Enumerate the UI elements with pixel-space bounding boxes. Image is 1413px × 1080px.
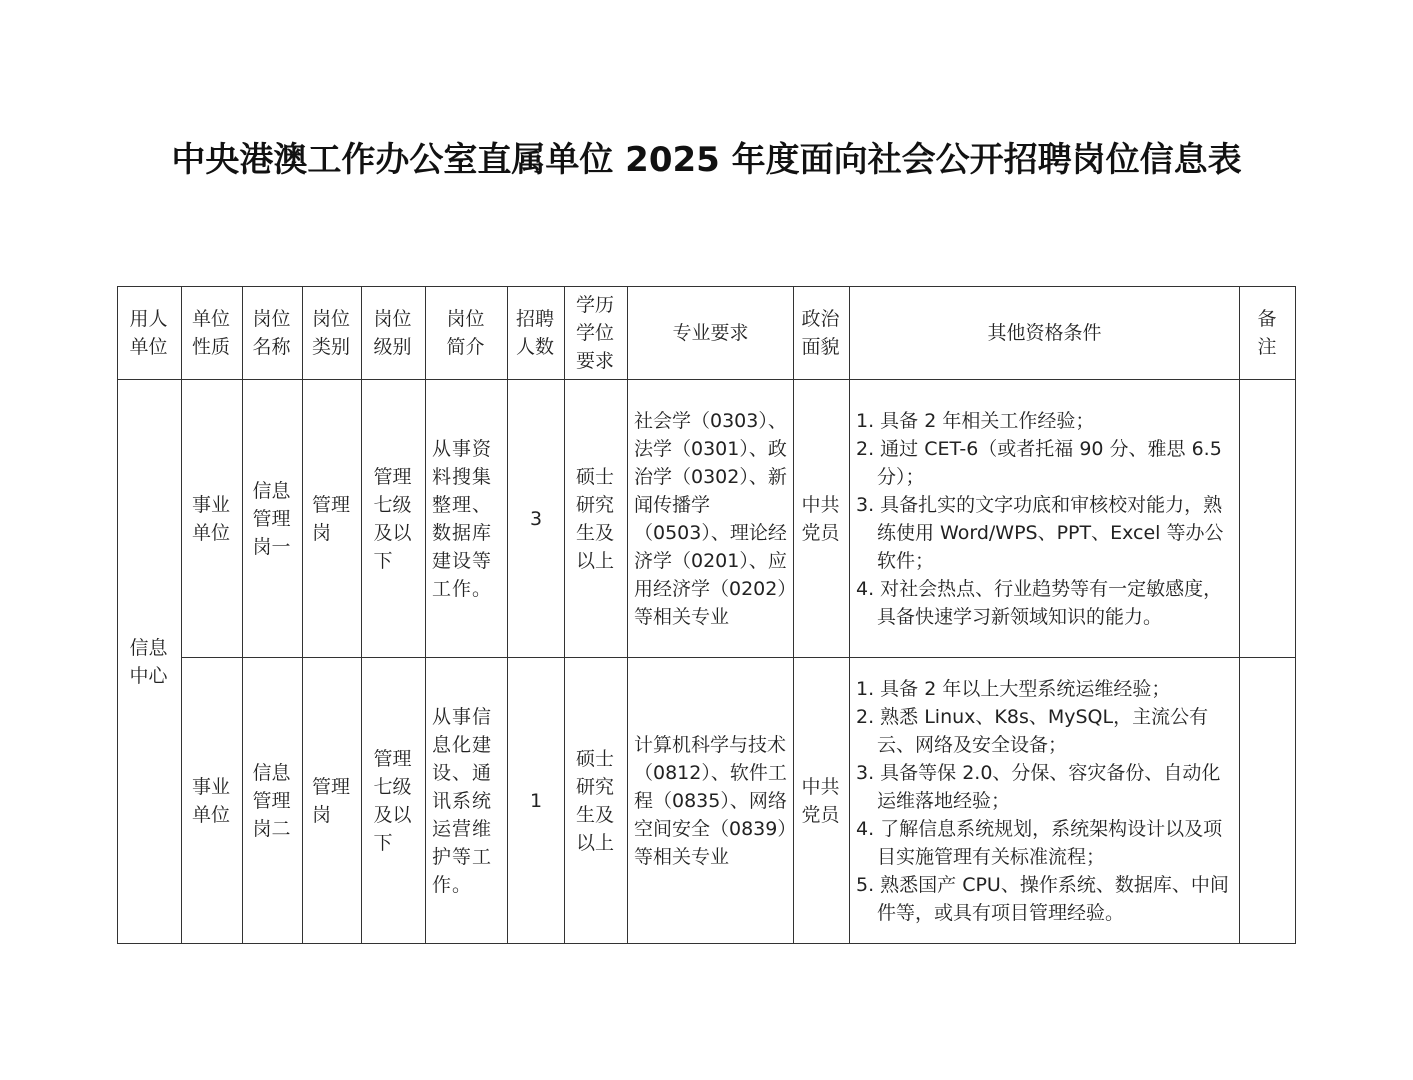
count-cell: 3 [508, 380, 565, 658]
intro-cell: 从事资料搜集整理、数据库建设等工作。 [426, 380, 508, 658]
header-cell: 岗位名称 [243, 287, 303, 380]
remark-cell [1240, 658, 1296, 944]
post-name-cell: 信息管理岗一 [243, 380, 303, 658]
post-name-cell: 信息管理岗二 [243, 658, 303, 944]
level-cell: 管理七级及以下 [362, 380, 426, 658]
requirements-cell [850, 658, 1240, 944]
header-cell: 岗位类别 [303, 287, 362, 380]
requirement-item: 1. 具备 2 年以上大型系统运维经验； [856, 677, 1171, 700]
header-cell: 政治面貌 [794, 287, 850, 380]
header-cell: 其他资格条件 [850, 287, 1240, 380]
header-cell: 用人单位 [118, 287, 182, 380]
nature-cell: 事业单位 [182, 658, 243, 944]
table-row [118, 658, 1296, 944]
major-cell: 社会学（0303）、法学（0301）、政治学（0302）、新闻传播学（0503）、理论经济学（0201）、应用经济学（0202）等相关专业 [628, 380, 794, 658]
requirement-item: 5. 熟悉国产 CPU、操作系统、数据库、中间件等，或具有项目管理经验。 [856, 873, 1229, 924]
recruitment-table [117, 286, 1296, 944]
political-cell: 中共党员 [794, 380, 850, 658]
level-cell: 管理七级及以下 [362, 658, 426, 944]
requirement-item: 2. 熟悉 Linux、K8s、MySQL，主流公有云、网络及安全设备； [856, 705, 1209, 756]
political-cell: 中共党员 [794, 658, 850, 944]
requirement-item: 2. 通过 CET-6（或者托福 90 分、雅思 6.5 分）； [856, 437, 1222, 488]
count-cell: 1 [508, 658, 565, 944]
major-cell: 计算机科学与技术（0812）、软件工程（0835）、网络空间安全（0839）等相关专业 [628, 658, 794, 944]
header-cell: 备注 [1240, 287, 1296, 380]
education-cell: 硕士研究生及以上 [565, 380, 628, 658]
table-row [118, 380, 1296, 658]
category-cell: 管理岗 [303, 380, 362, 658]
remark-cell [1240, 380, 1296, 658]
category-cell: 管理岗 [303, 658, 362, 944]
intro-cell: 从事信息化建设、通讯系统运营维护等工作。 [426, 658, 508, 944]
header-cell: 招聘人数 [508, 287, 565, 380]
employer-cell: 信息中心 [118, 380, 182, 944]
requirement-item: 4. 了解信息系统规划，系统架构设计以及项目实施管理有关标准流程； [856, 817, 1223, 868]
education-cell: 硕士研究生及以上 [565, 658, 628, 944]
header-cell: 专业要求 [628, 287, 794, 380]
header-cell: 岗位级别 [362, 287, 426, 380]
requirements-cell [850, 380, 1240, 658]
requirement-item: 1. 具备 2 年相关工作经验； [856, 409, 1095, 432]
header-cell: 单位性质 [182, 287, 243, 380]
header-cell: 岗位简介 [426, 287, 508, 380]
header-cell: 学历学位要求 [565, 287, 628, 380]
document-title: 中央港澳工作办公室直属单位 2025 年度面向社会公开招聘岗位信息表 [171, 140, 1242, 180]
table-header-row [118, 287, 1296, 380]
requirement-item: 3. 具备等保 2.0、分保、容灾备份、自动化运维落地经验； [856, 761, 1221, 812]
requirement-item: 4. 对社会热点、行业趋势等有一定敏感度，具备快速学习新领域知识的能力。 [856, 577, 1223, 628]
requirement-item: 3. 具备扎实的文字功底和审核校对能力，熟练使用 Word/WPS、PPT、Excel 等办公软件； [856, 493, 1224, 572]
nature-cell: 事业单位 [182, 380, 243, 658]
